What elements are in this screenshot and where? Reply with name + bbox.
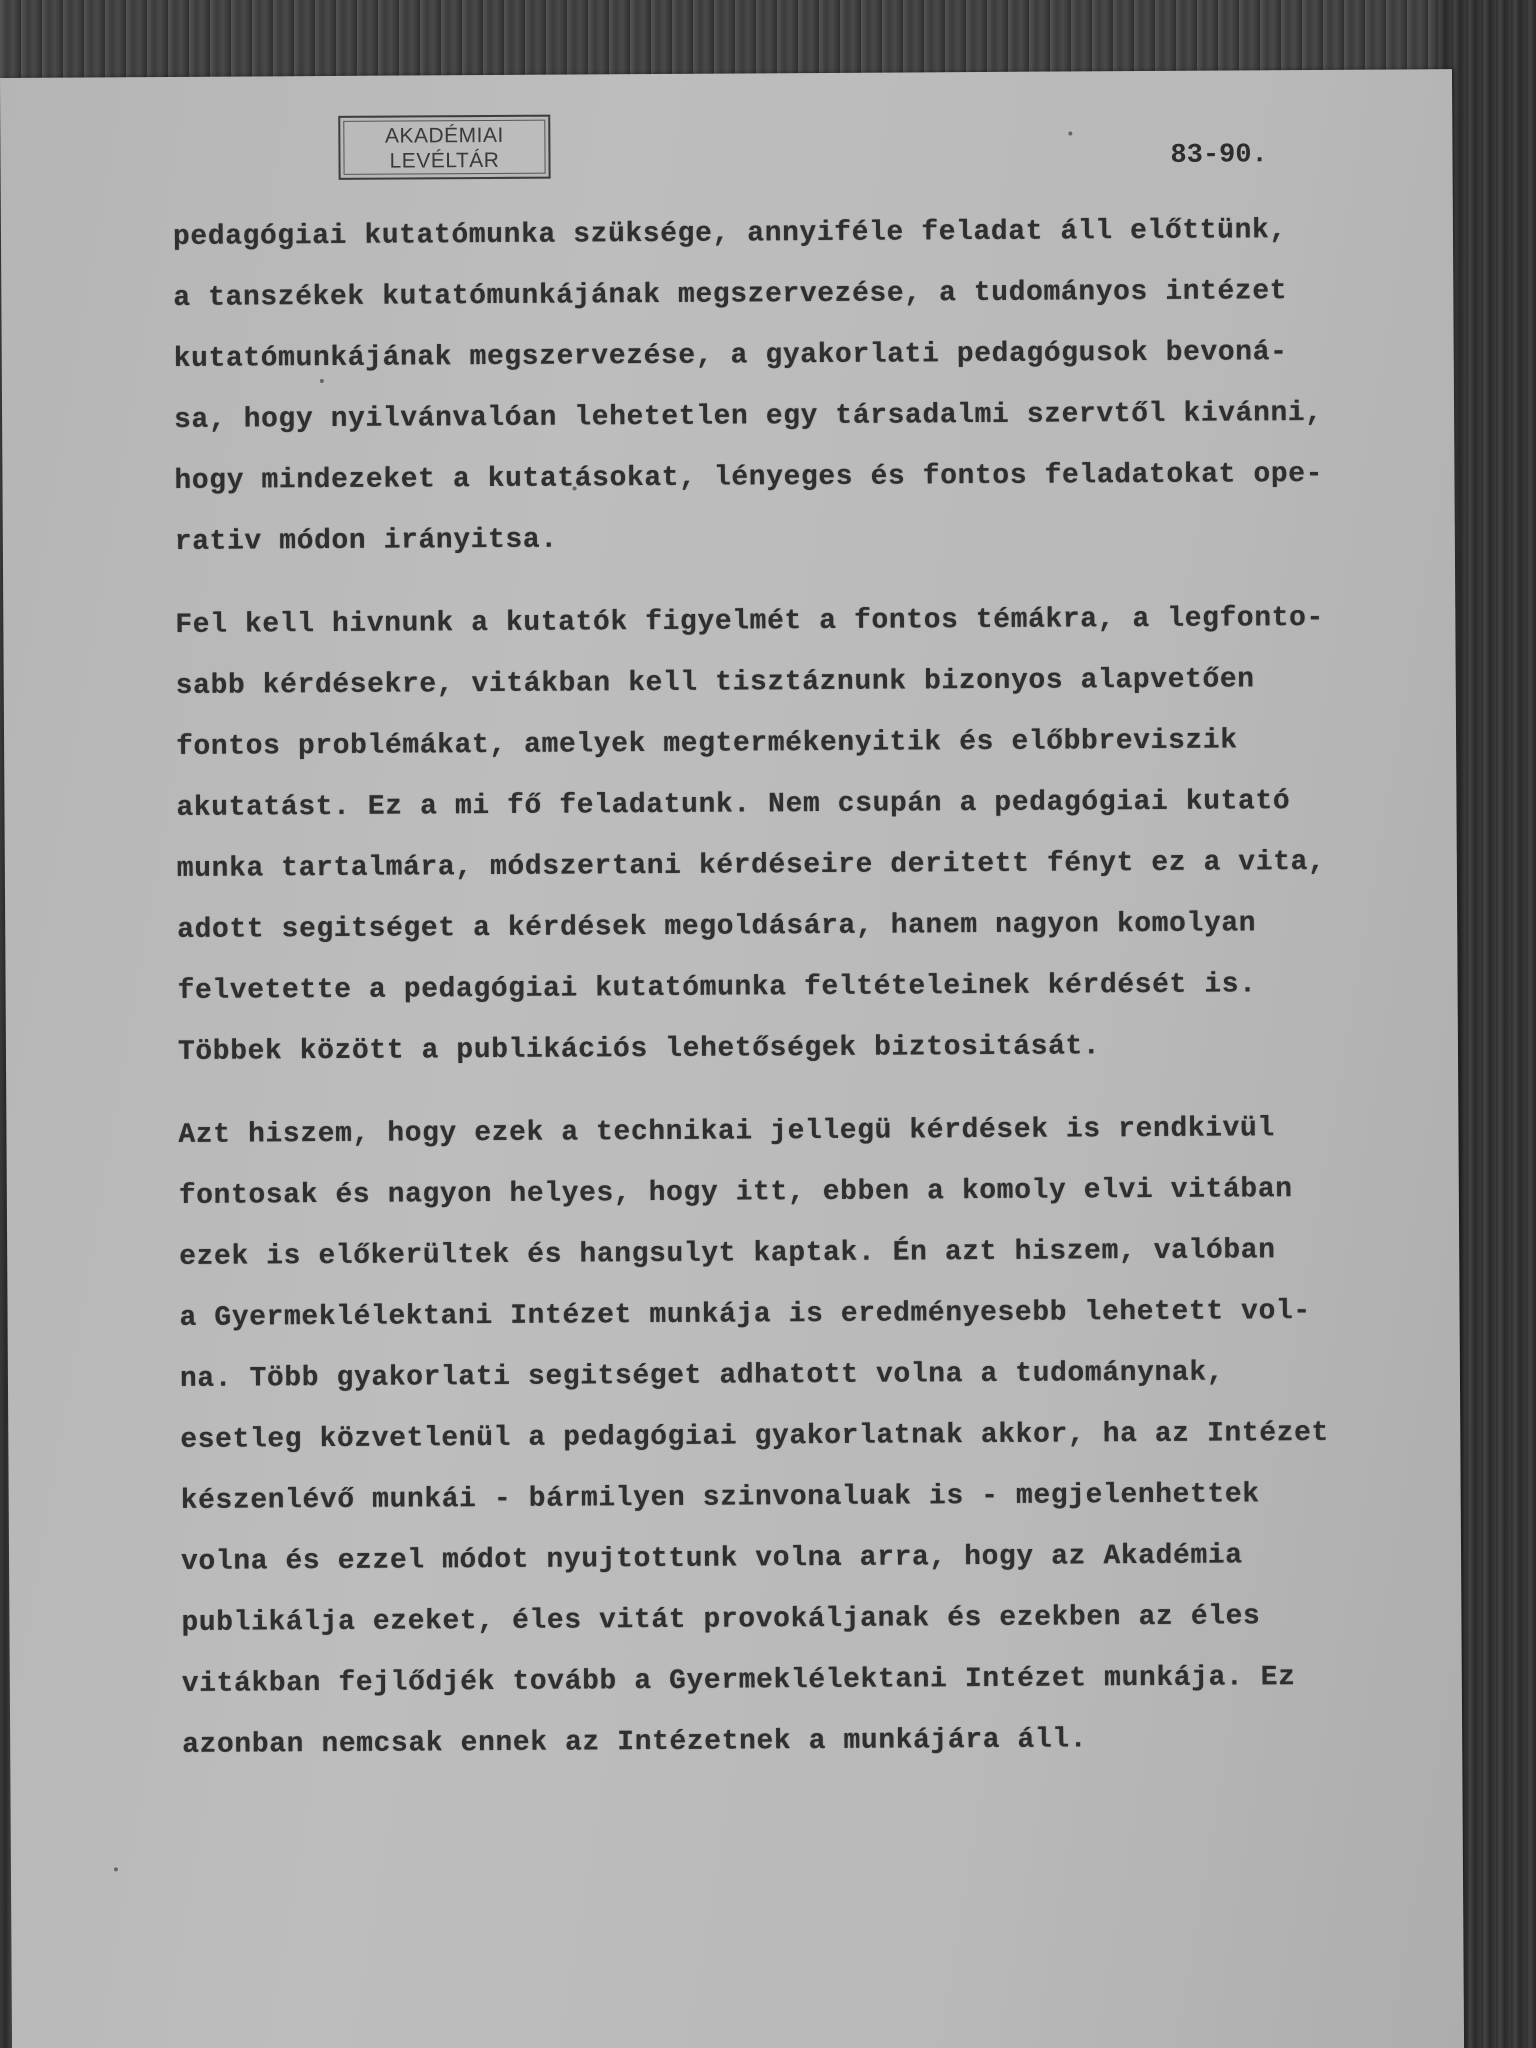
text-line: rativ módon irányitsa. — [174, 524, 558, 558]
text-line: publikálja ezeket, éles vitát provokáljanak és ezekben az éles — [181, 1601, 1261, 1639]
text-line: vitákban fejlődjék tovább a Gyermeklélektani Intézet munkája. Ez — [181, 1662, 1296, 1700]
text-line: munka tartalmára, módszertani kérdéseire deritett fényt ez a vita, — [176, 846, 1326, 885]
text-line: Fel kell hivnunk a kutatók figyelmét a fontos témákra, a legfonto- — [175, 602, 1325, 641]
text-line: fontosak és nagyon helyes, hogy itt, ebben a komoly elvi vitában — [178, 1174, 1293, 1212]
stamp-line-1: AKADÉMIAI — [384, 123, 504, 148]
text-line: sabb kérdésekre, vitákban kell tisztáznunk bizonyos alapvetően — [175, 664, 1255, 702]
table-surface-top — [0, 0, 1536, 80]
text-line: sa, hogy nyilvánvalóan lehetetlen egy társadalmi szervtől kivánni, — [174, 397, 1323, 436]
text-line: esetleg közvetlenül a pedagógiai gyakorlatnak akkor, ha az Intézet — [180, 1417, 1329, 1456]
text-line: ezek is előkerültek és hangsulyt kaptak. Én azt hiszem, valóban — [179, 1235, 1276, 1273]
text-line: készenlévő munkái - bármilyen szinvonaluak is - megjelenhettek — [180, 1479, 1260, 1517]
text-line: hogy mindezeket a kutatásokat, lényeges és fontos feladatokat ope- — [174, 458, 1324, 497]
text-line: felvetette a pedagógiai kutatómunka feltételeinek kérdését is. — [177, 969, 1257, 1007]
text-line: fontos problémákat, amelyek megtermékenyitik és előbbreviszik — [175, 725, 1238, 763]
archive-stamp — [338, 115, 550, 180]
text-line: adott segitséget a kérdések megoldására, hanem nagyon komolyan — [177, 908, 1257, 946]
text-line: Többek között a publikációs lehetőségek biztositását. — [177, 1031, 1101, 1068]
text-line: pedagógiai kutatómunka szüksége, annyiféle feladat áll előttünk, — [172, 215, 1287, 253]
text-line: kutatómunkájának megszervezése, a gyakorlati pedagógusok bevoná- — [173, 337, 1288, 375]
paragraph-1 — [173, 199, 1415, 573]
text-line: Azt hiszem, hogy ezek a technikai jellegü kérdések is rendkivül — [178, 1113, 1275, 1151]
paper-speck — [1068, 131, 1072, 135]
text-line: a tanszékek kutatómunkájának megszervezése, a tudományos intézet — [173, 276, 1288, 314]
paper-speck — [114, 1867, 118, 1871]
text-line: na. Több gyakorlati segitséget adhatott volna a tudománynak, — [179, 1357, 1225, 1395]
text-line: volna és ezzel módot nyujtottunk volna arra, hogy az Akadémia — [180, 1540, 1243, 1578]
text-line: akutatást. Ez a mi fő feladatunk. Nem csupán a pedagógiai kutató — [176, 786, 1291, 824]
page-number: 83-90. — [1170, 140, 1268, 171]
text-line: azonban nemcsak ennek az Intézetnek a munkájára áll. — [182, 1724, 1088, 1761]
stamp-line-2: LEVÉLTÁR — [389, 148, 500, 173]
body-text — [173, 199, 1423, 1798]
paragraph-3 — [178, 1097, 1422, 1776]
text-line: a Gyermeklélektani Intézet munkája is eredményesebb lehetett vol- — [179, 1296, 1311, 1334]
paragraph-2 — [175, 587, 1418, 1083]
typewritten-page — [0, 69, 1464, 2048]
